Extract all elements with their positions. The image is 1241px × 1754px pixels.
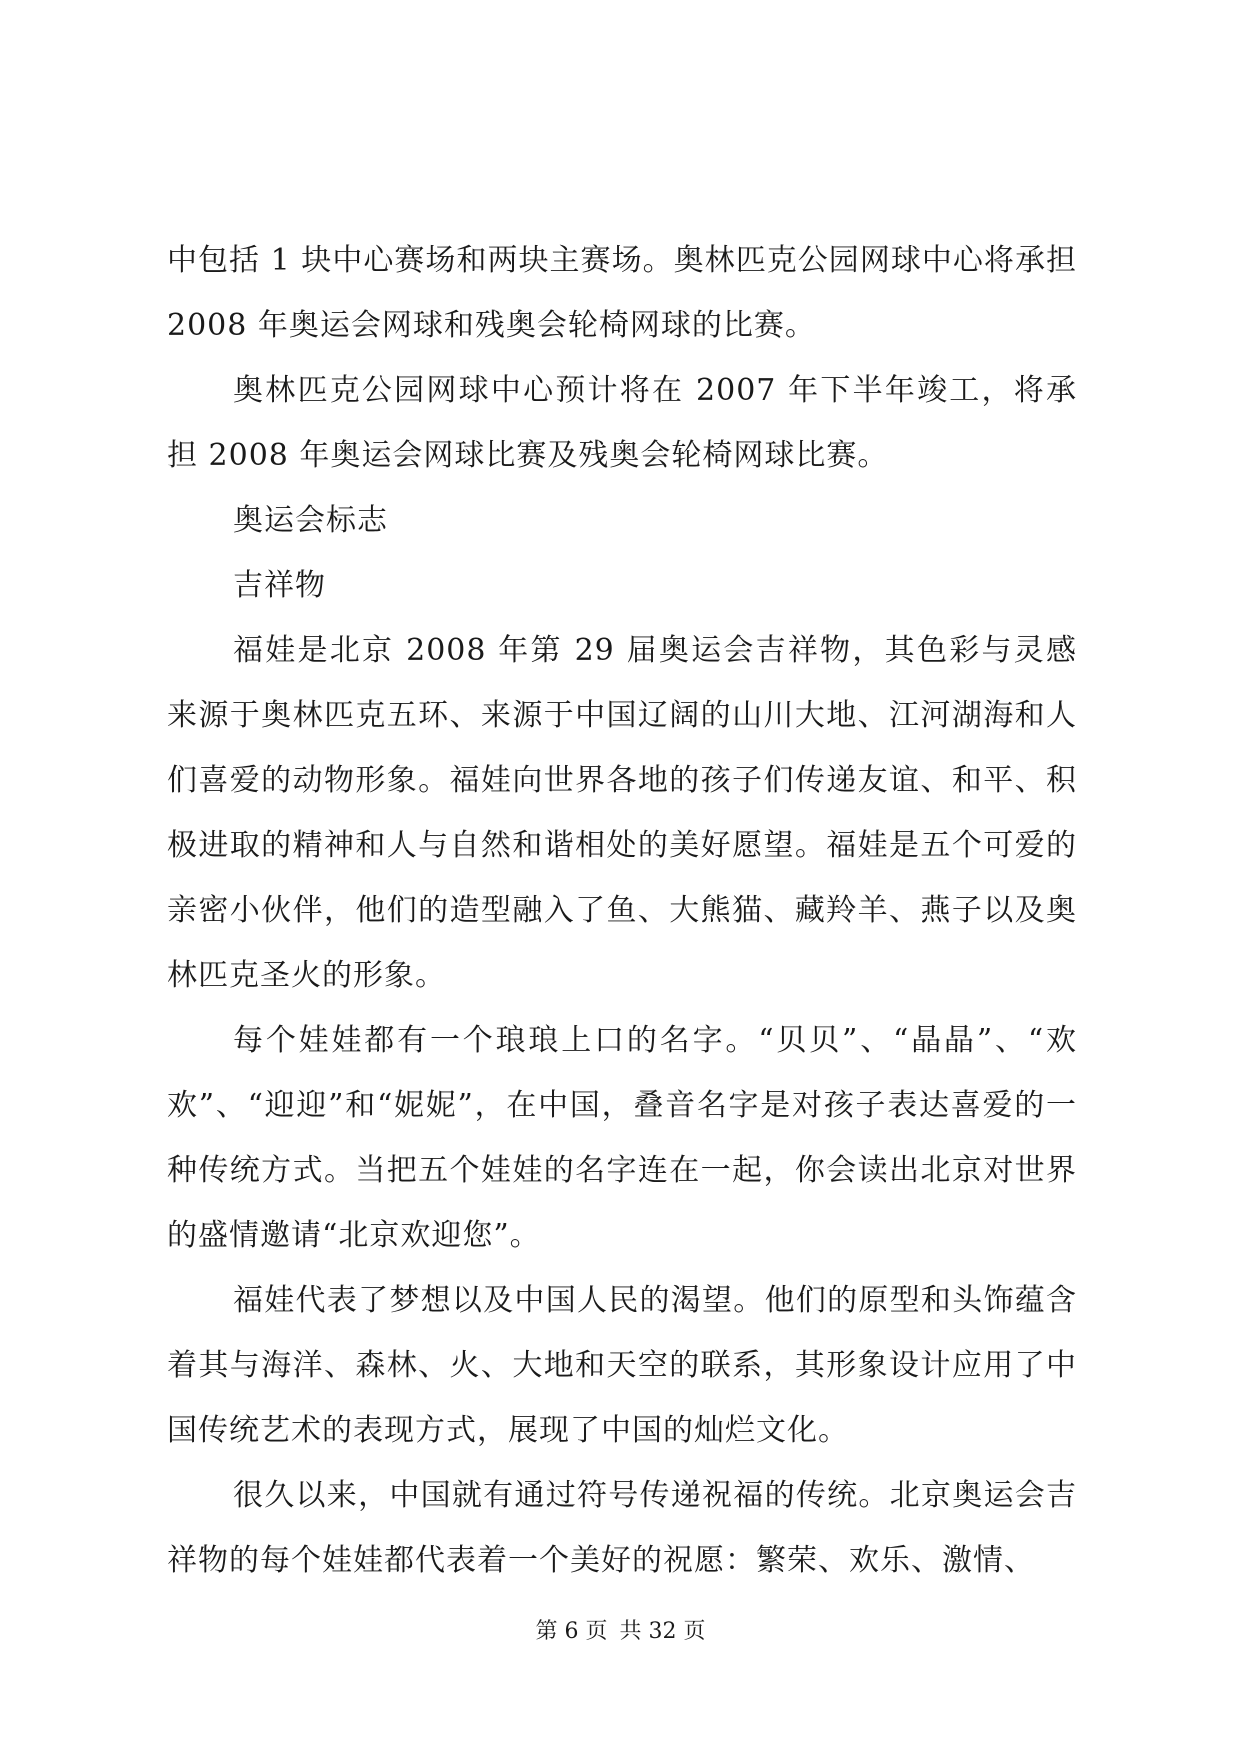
page-footer xyxy=(0,1614,1241,1645)
paragraph-2: 奥林匹克公园网球中心预计将在 2007 年下半年竣工，将承担 2008 年奥运会网球比赛及残奥会轮椅网球比赛。 xyxy=(167,373,1077,473)
heading-olympic-emblem: 奥运会标志 xyxy=(233,503,388,538)
page-number: 第 6 页 xyxy=(535,1619,608,1644)
paragraph-fuwa-blessings: 很久以来，中国就有通过符号传递祝福的传统。北京奥运会吉祥物的每个娃娃都代表着一个美好的祝愿：繁荣、欢乐、激情、 xyxy=(167,1478,1077,1578)
paragraph-fuwa-names: 每个娃娃都有一个琅琅上口的名字。“贝贝”、“晶晶”、“欢欢”、“迎迎”和“妮妮”，在中国，叠音名字是对孩子表达喜爱的一种传统方式。当把五个娃娃的名字连在一起，你会读出北京对世界的盛情邀请“北京欢迎您”。 xyxy=(167,1023,1077,1253)
paragraph-fuwa-intro: 福娃是北京 2008 年第 29 届奥运会吉祥物，其色彩与灵感来源于奥林匹克五环、来源于中国辽阔的山川大地、江河湖海和人们喜爱的动物形象。福娃向世界各地的孩子们传递友谊、和平、积极进取的精神和人与自然和谐相处的美好愿望。福娃是五个可爱的亲密小伙伴，他们的造型融入了鱼、大熊猫、藏羚羊、燕子以及奥林匹克圣火的形象。 xyxy=(167,633,1077,993)
paragraph-1: 中包括 1 块中心赛场和两块主赛场。奥林匹克公园网球中心将承担 2008 年奥运会网球和残奥会轮椅网球的比赛。 xyxy=(167,243,1077,343)
paragraph-fuwa-meaning: 福娃代表了梦想以及中国人民的渴望。他们的原型和头饰蕴含着其与海洋、森林、火、大地和天空的联系，其形象设计应用了中国传统艺术的表现方式，展现了中国的灿烂文化。 xyxy=(167,1283,1077,1448)
page-total: 共 32 页 xyxy=(619,1619,706,1644)
document-body xyxy=(167,228,1077,1593)
heading-mascot: 吉祥物 xyxy=(233,568,326,603)
